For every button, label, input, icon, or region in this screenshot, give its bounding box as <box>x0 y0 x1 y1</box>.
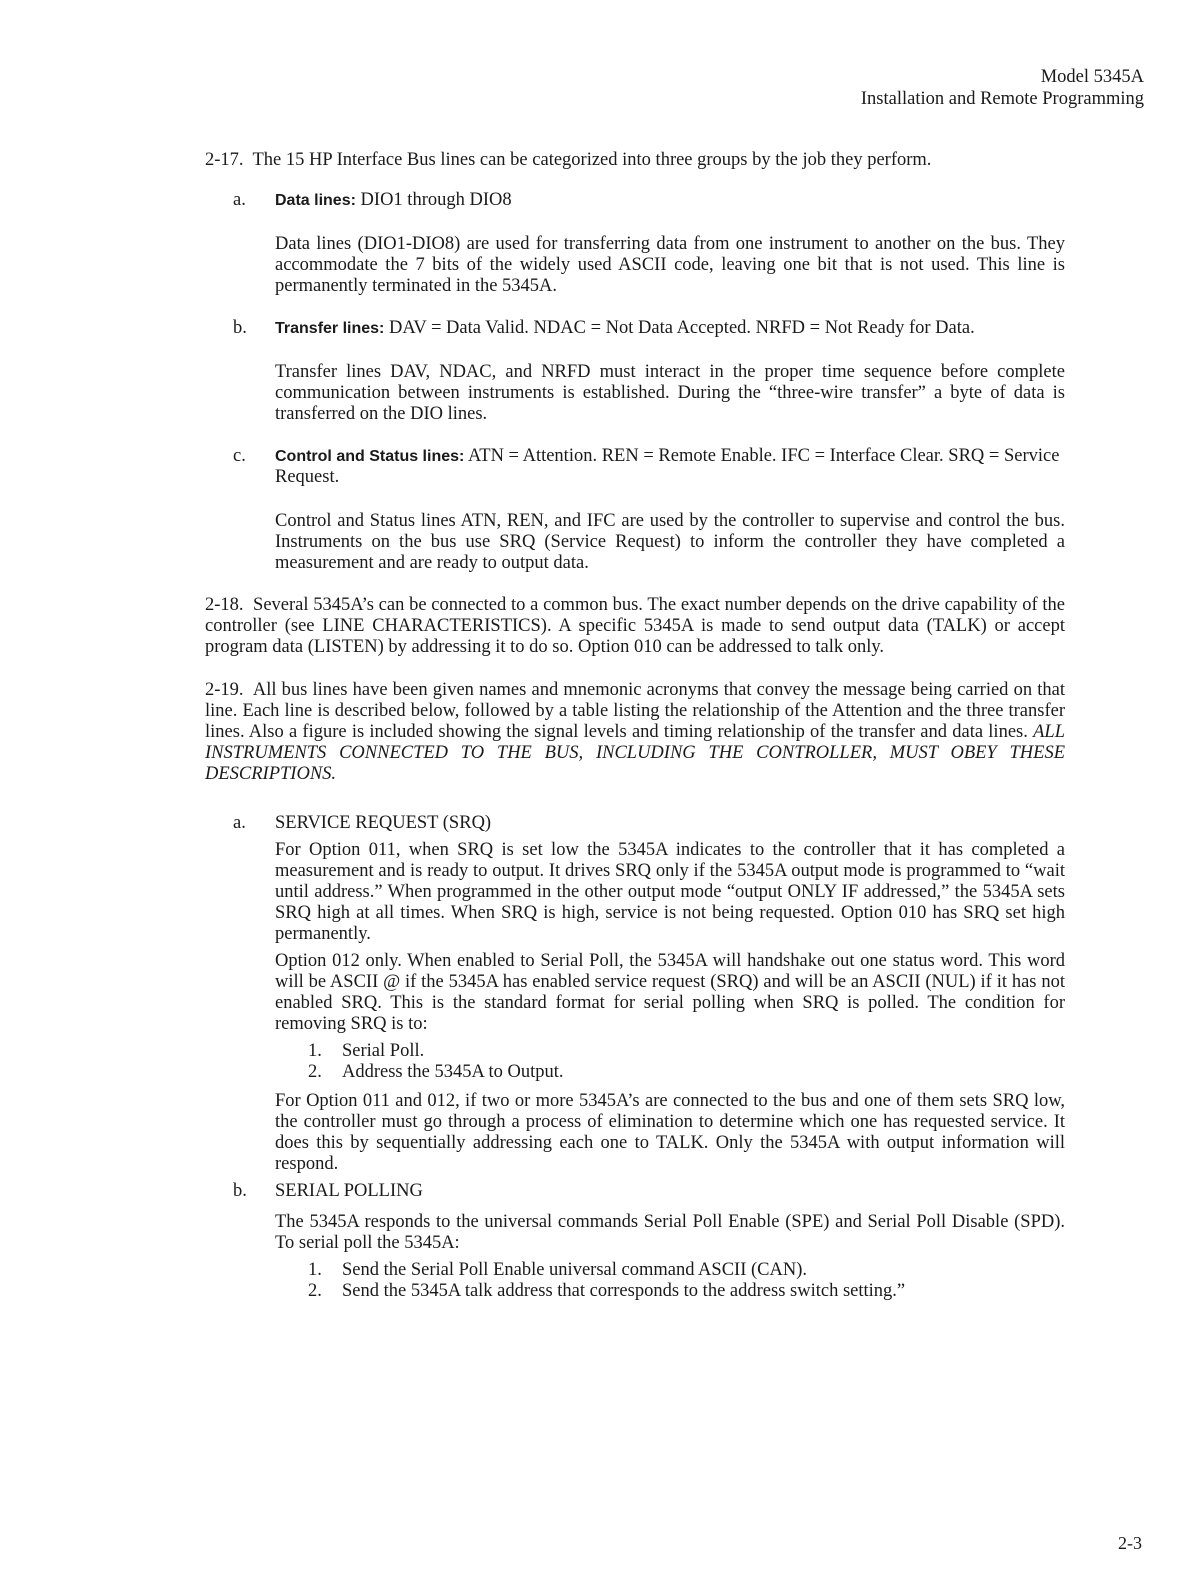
subitem-title: DIO1 through DIO8 <box>360 190 512 210</box>
header-section: Installation and Remote Programming <box>860 89 1144 109</box>
list-item: 1. Serial Poll. <box>308 1041 425 1061</box>
subitem-label: Control and Status lines: <box>275 448 465 465</box>
steps-list <box>275 1041 1065 1083</box>
para-text: The 15 HP Interface Bus lines can be categorized into three groups by the job they perform. <box>252 150 932 170</box>
para-2-17 <box>205 150 1065 171</box>
page-header <box>861 66 1144 110</box>
para-2-18 <box>205 595 1065 658</box>
subitem-serial-polling <box>205 1181 1065 1302</box>
subitem-transfer-lines <box>205 318 1065 425</box>
list-item: 2. Address the 5345A to Output. <box>308 1062 564 1082</box>
subitem-letter: b. <box>233 318 247 338</box>
page-number: 2-3 <box>1118 1533 1142 1553</box>
subitem-para: Option 012 only. When enabled to Serial Poll, the 5345A will handshake out one status word. This word will be ASCII @ if the 5345A has enabled service request (SRQ) and will be an ASCII (NUL) if it has not enabled SRQ. This is the standard format for serial polling when SRQ is polled. The condition for removing SRQ is to: <box>275 951 1065 1034</box>
para-text: Several 5345A’s can be connected to a common bus. The exact number depends on the drive capability of the controller (see LINE CHARACTERISTICS). A specific 5345A is made to send output data (TALK) or accept program data (LISTEN) by addressing it to do so. Option 010 can be addressed to talk only. <box>205 595 1066 657</box>
subitem-letter: a. <box>233 813 246 833</box>
subitem-title: DAV = Data Valid. NDAC = Not Data Accepted. NRFD = Not Ready for Data. <box>389 318 975 338</box>
subitem-para: For Option 011, when SRQ is set low the 5345A indicates to the controller that it has completed a measurement and is ready to output. It drives SRQ only if the 5345A output mode is programmed to “wait until address.” When programmed in the other output mode “output ONLY IF addressed,” the 5345A sets SRQ high at all times. When SRQ is high, service is not being requested. Option 010 has SRQ set high permanently. <box>275 840 1065 944</box>
para-number: 2-17. <box>205 150 244 170</box>
subitem-body: Data lines (DIO1-DIO8) are used for transferring data from one instrument to another on the bus. They accommodate the 7 bits of the widely used ASCII code, leaving one bit that is not used. This line is permanently terminated in the 5345A. <box>275 234 1065 296</box>
subitem-label: Data lines: <box>275 192 356 209</box>
subitem-label: Transfer lines: <box>275 320 385 337</box>
subitem-letter: c. <box>233 446 246 466</box>
list-item: 1. Send the Serial Poll Enable universal command ASCII (CAN). <box>308 1260 807 1280</box>
para-number: 2-18. <box>205 595 244 615</box>
subitem-para: The 5345A responds to the universal commands Serial Poll Enable (SPE) and Serial Poll Disable (SPD). To serial poll the 5345A: <box>275 1212 1065 1253</box>
para-text: All bus lines have been given names and mnemonic acronyms that convey the message being carried on that line. Each line is described below, followed by a table listing the relationship of the Attention and the three transfer lines. Also a figure is included showing the signal levels and timing relationship of the transfer and data lines. <box>205 680 1065 742</box>
subitem-title: SERVICE REQUEST (SRQ) <box>275 813 492 833</box>
steps-list <box>275 1260 1065 1302</box>
subitem-body: Control and Status lines ATN, REN, and IFC are used by the controller to supervise and control the bus. Instruments on the bus use SRQ (Service Request) to inform the controller they have completed a measurement and are ready to output data. <box>275 511 1065 573</box>
subitem-para: For Option 011 and 012, if two or more 5345A’s are connected to the bus and one of them sets SRQ low, the controller must go through a process of elimination to determine which one has requested service. It does this by sequentially addressing each one to TALK. Only the 5345A with output information will respond. <box>275 1091 1065 1174</box>
subitem-data-lines <box>205 190 1065 297</box>
subitem-body: Transfer lines DAV, NDAC, and NRFD must interact in the proper time sequence before complete communication between instruments is established. During the “three-wire transfer” a byte of data is transferred on the DIO lines. <box>275 362 1065 424</box>
list-item: 2. Send the 5345A talk address that corresponds to the address switch setting.” <box>308 1281 906 1301</box>
subitem-letter: a. <box>233 190 246 210</box>
subitem-control-status-lines <box>205 446 1065 574</box>
subitem-letter: b. <box>233 1181 247 1201</box>
para-2-19 <box>205 680 1065 785</box>
para-number: 2-19. <box>205 680 244 700</box>
header-model: Model 5345A <box>1040 67 1144 87</box>
subitem-title: SERIAL POLLING <box>275 1181 423 1201</box>
subitem-service-request <box>205 813 1065 1175</box>
page-body <box>205 150 1065 1302</box>
subitem-title: ATN = Attention. REN = Remote Enable. IFC = Interface Clear. SRQ = Service Request. <box>275 446 1060 487</box>
para-emphasis: ALL INSTRUMENTS CONNECTED TO THE BUS, INCLUDING THE CONTROLLER, MUST OBEY THESE DESCRIPTIONS. <box>205 722 1065 784</box>
